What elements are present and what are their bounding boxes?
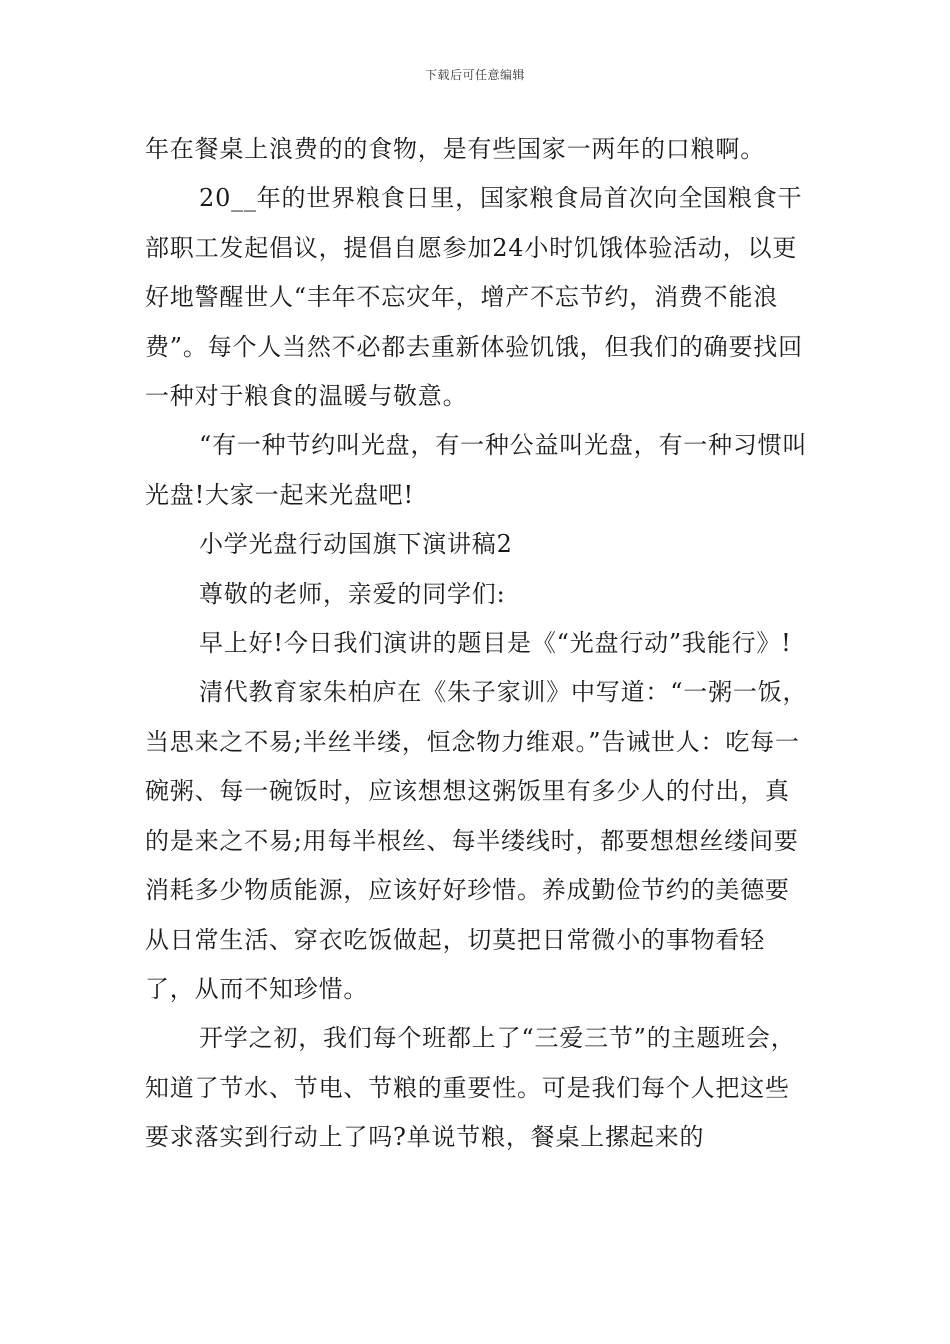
document-body	[145, 125, 810, 1163]
paragraph: 早上好!今日我们演讲的题目是《“光盘行动”我能行》!	[199, 629, 792, 658]
paragraph: 清代教育家朱柏庐在《朱子家训》中写道：“一粥一饭，当思来之不易;半丝半缕，恒念物力维艰。”告诫世人：吃每一碗粥、每一碗饭时，应该想想这粥饭里有多少人的付出，真的是来之不易;用每半根丝、每半缕线时，都要想想丝缕间要消耗多少物质能源，应该好好珍惜。养成勤俭节约的美德要从日常生活、穿衣吃饭做起，切莫把日常微小的事物看轻了，从而不知珍惜。	[145, 678, 808, 1003]
paragraph: 开学之初，我们每个班都上了“三爱三节”的主题班会，知道了节水、节电、节粮的重要性。可是我们每个人把这些要求落实到行动上了吗?单说节粮，餐桌上摞起来的	[145, 1024, 796, 1152]
paragraph: 年在餐桌上浪费的的食物，是有些国家一两年的口粮啊。	[145, 135, 765, 163]
paragraph: “有一种节约叫光盘，有一种公益叫光盘，有一种习惯叫光盘!大家一起来光盘吧!	[145, 431, 808, 509]
salutation: 尊敬的老师，亲爱的同学们:	[199, 579, 506, 608]
section-title: 小学光盘行动国旗下演讲稿2	[199, 530, 513, 559]
header-note: 下载后可任意编辑	[424, 68, 525, 82]
paragraph: 20__年的世界粮食日里，国家粮食局首次向全国粮食干部职工发起倡议，提倡自愿参加24小时饥饿体验活动，以更好地警醒世人“丰年不忘灾年，增产不忘节约，消费不能浪费”。每个人当然不必都去重新体验饥饿，但我们的确要找回一种对于粮食的温暖与敬意。	[145, 184, 803, 411]
